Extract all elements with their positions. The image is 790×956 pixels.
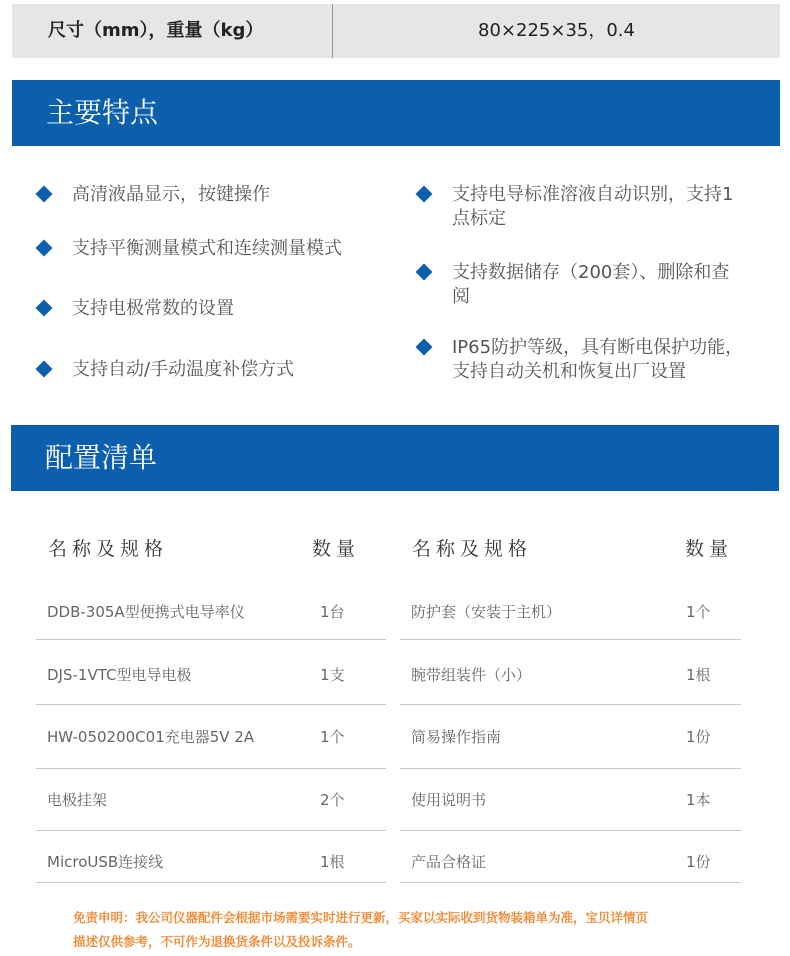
- feature-text: 支持电极常数的设置: [72, 298, 234, 319]
- table-cell-qty: 1个: [320, 728, 345, 746]
- features-section-title: 主要特点: [12, 80, 780, 146]
- table-cell-qty: 1份: [686, 853, 711, 871]
- disclaimer-line2: 描述仅供参考，不可作为退换货条件以及投诉条件。: [73, 934, 361, 949]
- row-divider: [36, 768, 386, 769]
- row-divider: [36, 704, 386, 705]
- diamond-bullet-icon: [36, 186, 53, 203]
- row-divider: [400, 830, 741, 831]
- table-cell-name: 电极挂架: [47, 791, 108, 809]
- table-cell-name: DJS-1VTC型电导电极: [47, 666, 192, 684]
- feature-text-line1: 支持数据储存（200套）、删除和查: [452, 262, 730, 283]
- row-divider: [400, 882, 741, 883]
- diamond-bullet-icon: [36, 240, 53, 257]
- disclaimer-line1: 免责申明：我公司仪器配件会根据市场需要实时进行更新，买家以实际收到货物装箱单为准，宝贝详情页: [73, 910, 649, 925]
- diamond-bullet-icon: [416, 186, 433, 203]
- feature-text: 支持平衡测量模式和连续测量模式: [72, 238, 342, 259]
- table-cell-name: 使用说明书: [411, 791, 487, 809]
- spec-label: 尺寸（mm），重量（kg）: [48, 20, 264, 41]
- spec-row: [12, 4, 780, 58]
- table-cell-name: 腕带组装件（小）: [411, 666, 532, 684]
- table-cell-qty: 1台: [320, 603, 345, 621]
- feature-text: 高清液晶显示，按键操作: [72, 184, 270, 205]
- table-cell-qty: 1个: [686, 603, 711, 621]
- diamond-bullet-icon: [416, 339, 433, 356]
- table-cell-qty: 1根: [320, 853, 345, 871]
- row-divider: [400, 768, 741, 769]
- table-cell-qty: 1本: [686, 791, 711, 809]
- row-divider: [400, 639, 741, 640]
- spec-value: 80×225×35，0.4: [478, 20, 635, 41]
- row-divider: [400, 704, 741, 705]
- table-cell-name: MicroUSB连接线: [47, 853, 164, 871]
- feature-text-line2: 支持自动关机和恢复出厂设置: [452, 361, 686, 382]
- diamond-bullet-icon: [36, 361, 53, 378]
- col-header-name-right: 名称及规格: [412, 538, 533, 560]
- col-header-qty-right: 数量: [685, 538, 734, 560]
- disclaimer: [73, 906, 753, 954]
- feature-text-line2: 阅: [452, 286, 470, 307]
- table-cell-qty: 1根: [686, 666, 711, 684]
- table-cell-name: 产品合格证: [411, 853, 487, 871]
- table-cell-name: 防护套（安装于主机）: [411, 603, 562, 621]
- config-section-title: 配置清单: [11, 425, 779, 491]
- col-header-name-left: 名称及规格: [48, 538, 169, 560]
- table-cell-qty: 2个: [320, 791, 345, 809]
- table-cell-qty: 1份: [686, 728, 711, 746]
- table-cell-name: HW-050200C01充电器5V 2A: [47, 728, 255, 746]
- feature-text-line1: IP65防护等级，具有断电保护功能，: [452, 337, 744, 358]
- feature-text: 支持自动/手动温度补偿方式: [72, 359, 295, 380]
- table-cell-name: DDB-305A型便携式电导率仪: [47, 603, 245, 621]
- feature-text-line1: 支持电导标准溶液自动识别，支持1: [452, 184, 734, 205]
- col-header-qty-left: 数量: [312, 538, 361, 560]
- feature-text-line2: 点标定: [452, 208, 506, 229]
- diamond-bullet-icon: [36, 300, 53, 317]
- row-divider: [36, 830, 386, 831]
- diamond-bullet-icon: [416, 264, 433, 281]
- row-divider: [36, 882, 386, 883]
- table-cell-qty: 1支: [320, 666, 345, 684]
- row-divider: [36, 639, 386, 640]
- table-cell-name: 简易操作指南: [411, 728, 502, 746]
